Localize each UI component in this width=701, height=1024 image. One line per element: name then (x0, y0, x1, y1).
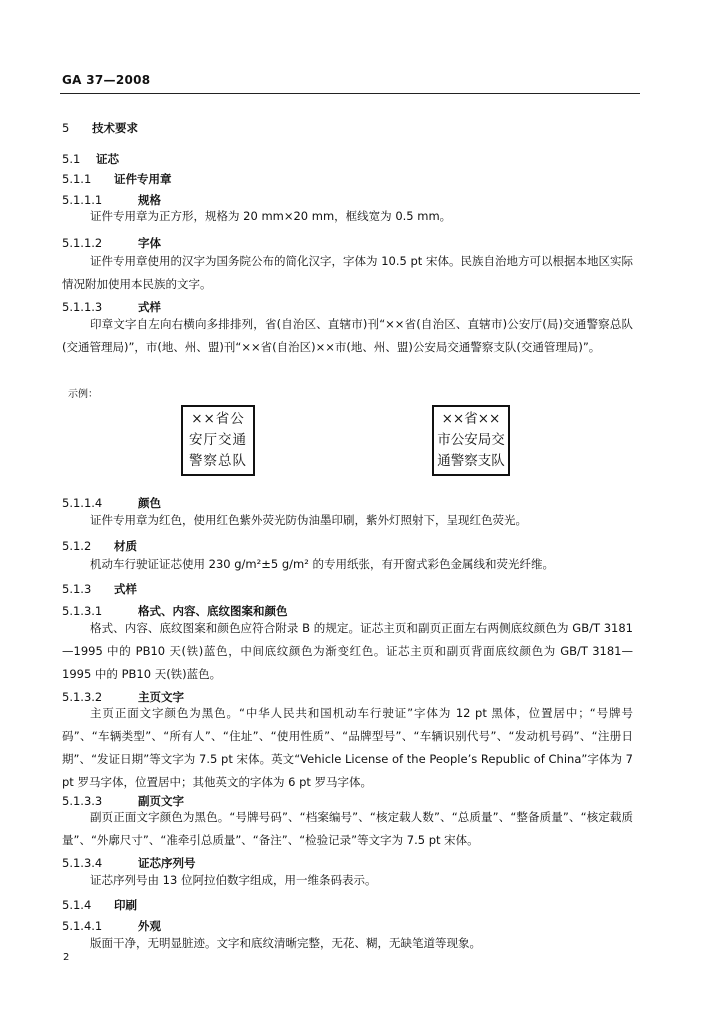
heading-title: 颜色 (138, 496, 161, 510)
heading-number: 5.1 (62, 152, 81, 166)
seal-line: ××省×× (441, 411, 501, 427)
seal-line: 警察总队 (189, 453, 247, 469)
heading-5-1-2 (62, 538, 137, 554)
paragraph-5-1-3-3: 副页正面文字颜色为黑色。“号牌号码”、“档案编号”、“核定载人数”、“总质量”、“整备质量”、“核定载质量”、“外廓尺寸”、“准牵引总质量”、“备注”、“检验记录”等文字为 7.5 pt 宋体。 (62, 810, 633, 847)
header-rule (60, 93, 640, 94)
heading-title: 印刷 (114, 898, 137, 912)
heading-5-1 (62, 151, 119, 167)
paragraph-5-1-2: 机动车行驶证证芯使用 230 g/m²±5 g/m² 的专用纸张，有开窗式彩色金属线和荧光纤维。 (90, 557, 554, 571)
heading-number: 5.1.1.1 (62, 193, 103, 207)
paragraph-5-1-3-2: 主页正面文字颜色为黑色。“中华人民共和国机动车行驶证”字体为 12 pt 黑体，位置居中；“号牌号码”、“车辆类型”、“所有人”、“住址”、“使用性质”、“品牌型号”、“车辆识别代号”、“发动机号码”、“注册日期”、“发证日期”等文字为 7.5 pt 宋体。英文“Vehicle License of the People’s Republic of China”字体为 7 pt 罗马字体，位置居中；其他英文的字体为 6 pt 罗马字体。 (62, 706, 633, 789)
example-label: 示例： (68, 389, 98, 400)
seal-line: ××省公 (191, 411, 245, 427)
seal-municipal (432, 405, 510, 476)
heading-title: 证芯 (96, 152, 119, 166)
paragraph-5-1-3-1: 格式、内容、底纹图案和颜色应符合附录 B 的规定。证芯主页和副页正面左右两侧底纹颜色为 GB/T 3181—1995 中的 PB10 天(铁)蓝色，中间底纹颜色为渐变红色。证芯主页和副页背面底纹颜色为 GB/T 3181—1995 中的 PB10 天(铁)蓝色。 (62, 621, 633, 681)
heading-number: 5.1.3.3 (62, 794, 103, 808)
heading-number: 5.1.3 (62, 582, 92, 596)
heading-number: 5.1.3.4 (62, 856, 103, 870)
heading-title: 规格 (138, 193, 161, 207)
seal-line: 通警察支队 (437, 453, 505, 469)
page-number: 2 (63, 952, 70, 963)
heading-number: 5.1.1 (62, 172, 92, 186)
heading-number: 5.1.2 (62, 539, 92, 553)
heading-title: 外观 (138, 919, 161, 933)
paragraph-5-1-4-1: 版面干净，无明显脏迹。文字和底纹清晰完整，无花、糊，无缺笔道等现象。 (90, 936, 481, 950)
heading-number: 5.1.1.3 (62, 300, 103, 314)
heading-title: 式样 (138, 300, 161, 314)
heading-title: 证件专用章 (114, 172, 172, 186)
heading-title: 格式、内容、底纹图案和颜色 (138, 604, 288, 618)
heading-number: 5.1.3.2 (62, 690, 103, 704)
heading-5 (62, 120, 138, 136)
heading-number: 5.1.4.1 (62, 919, 103, 933)
heading-number: 5 (62, 121, 70, 135)
heading-title: 副页文字 (138, 794, 184, 808)
heading-5-1-1 (62, 171, 172, 187)
heading-number: 5.1.1.4 (62, 496, 103, 510)
heading-5-1-4 (62, 897, 137, 913)
heading-title: 材质 (114, 539, 137, 553)
paragraph-5-1-1-2: 证件专用章使用的汉字为国务院公布的简化汉字，字体为 10.5 pt 宋体。民族自治地方可以根据本地区实际情况附加使用本民族的文字。 (62, 254, 633, 291)
seal-line: 市公安局交 (437, 432, 505, 448)
standard-code: GA 37—2008 (62, 73, 151, 87)
heading-5-1-3 (62, 581, 137, 597)
paragraph-5-1-1-1: 证件专用章为正方形，规格为 20 mm×20 mm，框线宽为 0.5 mm。 (90, 209, 452, 223)
heading-title: 式样 (114, 582, 137, 596)
heading-number: 5.1.1.2 (62, 236, 103, 250)
heading-number: 5.1.4 (62, 898, 92, 912)
paragraph-5-1-3-4: 证芯序列号由 13 位阿拉伯数字组成，用一维条码表示。 (90, 873, 377, 887)
paragraph-5-1-1-3: 印章文字自左向右横向多排排列，省(自治区、直辖市)刊“××省(自治区、直辖市)公安厅(局)交通警察总队(交通管理局)”，市(地、州、盟)刊“××省(自治区)××市(地、州、盟)公安局交通警察支队(交通管理局)”。 (62, 317, 633, 354)
heading-5-1-1-2 (62, 235, 161, 251)
heading-title: 字体 (138, 236, 161, 250)
heading-title: 证芯序列号 (138, 856, 196, 870)
heading-title: 主页文字 (138, 690, 184, 704)
heading-number: 5.1.3.1 (62, 604, 103, 618)
heading-title: 技术要求 (92, 121, 138, 135)
seal-line: 安厅交通 (189, 432, 247, 448)
seal-provincial (181, 405, 255, 476)
paragraph-5-1-1-4: 证件专用章为红色，使用红色紫外荧光防伪油墨印刷，紫外灯照射下，呈现红色荧光。 (90, 513, 527, 527)
